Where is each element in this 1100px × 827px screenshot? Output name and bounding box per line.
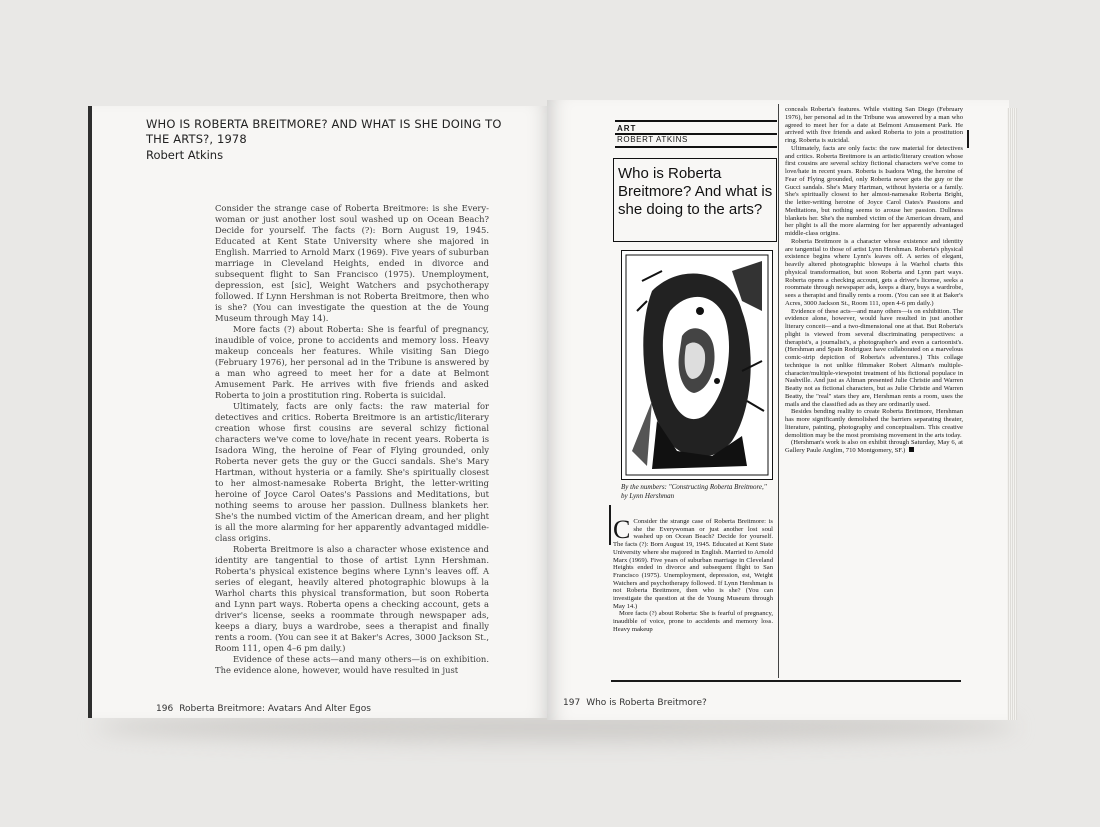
right-folio [563,698,707,708]
clipping-paragraph: More facts (?) about Roberta: She is fearful of pregnancy, inaudible of voice, prone to accidents and memory loss. Heavy makeup [613,610,773,633]
clipping-paragraph: Consider the strange case of Roberta Breitmore: is she the Everywoman or just another lost soul washed up on Ocean Beach? Decide for yourself. The facts (?): Born August 19, 1945. Educated at Kent State University where she majored in English. Married to Arnold Marx (1969). Five years of suburban marriage in Cleveland Heights ended in divorce and subsequent flight to San Francisco (1975). Unemployment, depression, est, Weight Watchers and psychotherapy followed. If Lynn Hershman is not Roberta Breitmore, then who is she? (You can investigate the question at the de Young Museum through May 14.) [613,518,773,610]
scan-edge-line [611,680,961,682]
essay-title: WHO IS ROBERTA BREITMORE? AND WHAT IS SHE DOING TO THE ARTS?, 1978 [146,117,502,146]
clipping-paragraph: Evidence of these acts—and many others—is on exhibition. The evidence alone, however, would have resulted in just another literary conceit—and a two-dimensional one at that. But Roberta's plight is viewed from several discriminating perspectives: a therapist's, a journalist's, a photographer's and even a cartoonist's. (Hershman and Spain Rodriguez have collaborated on a marvelous comic-strip depiction of Roberta's adventures.) This collage technique is not unlike filmmaker Robert Altman's multiple-character/multiple-viewpoint treatment of his fictional populace in Nashville. And just as Altman presented Julie Christie and Warren Beatty not as fictional characters, but as Julie Christie and Warren Beatty, the "real" stars they are, Hershman rents a room, uses the mails and the classified ads as they are ordinarily used. [785,307,963,408]
clipping-column-right [785,106,963,676]
scan-mark [967,130,969,148]
clipping-column-left [613,518,773,680]
essay-body [215,203,489,676]
artwork-photo [621,250,773,480]
essay-paragraph: More facts (?) about Roberta: She is fearful of pregnancy, inaudible of voice, prone to accidents and memory loss. Heavy makeup conceals her features. While visiting San Diego (February 1976), her personal ad in the Tribune is answered by a man who agreed to meet her for a date at Belmont Amusement Park. He arrives with five friends and asked Roberta to join a prostitution ring. Roberta is suicidal. [215,324,489,400]
open-book [88,100,1012,722]
left-page [88,106,551,718]
essay-author: Robert Atkins [146,148,224,162]
clipping-paragraph: Ultimately, facts are only facts: the raw material for detectives and critics. Roberta Breitmore is an artistic/literary creation whose first cousins are several schizy fictional characters we've come to love/hate in recent years. Roberta is Isadora Wing, the heroine of Fear of Flying grounded, only Roberta never gets the guy or the Gucci sandals. She's Mary Hartman, without hysteria or a family. She's spiritually closest to her almost-namesake Roberta Bright, the letter-writing heroine of Joyce Carol Oates's Passions and Meditations, but nothing seems to arouse her passion. Dullness blankets her. She's the numbed victim of the American dream, and her plight is all the more alarming for her apparently advantaged middle-class origins. [785,144,963,237]
page-number: 197 [563,698,581,708]
end-mark-icon [909,447,914,452]
clipping-paragraph-text: (Hershman's work is also on exhibit through Saturday, May 6, at Gallery Paule Anglim, 710 Montgomery, SF.) [785,439,963,454]
scan-mark [609,505,611,545]
newspaper-clipping [613,106,975,680]
running-title: Roberta Breitmore: Avatars And Alter Egos [179,704,371,714]
right-page [547,100,1009,720]
artwork-image [622,251,772,479]
rule [615,146,777,148]
byline: ROBERT ATKINS [617,135,688,144]
photo-caption: By the numbers: "Constructing Roberta Breitmore," by Lynn Hershman [621,483,767,500]
left-folio [156,704,371,714]
running-title: Who is Roberta Breitmore? [586,698,707,708]
page-number: 196 [156,704,174,714]
clipping-paragraph: conceals Roberta's features. While visiting San Diego (February 1976), her personal ad in the Tribune was answered by a man who agreed to meet her for a date at Belmont Amusement Park. He arrived with five friends and asked Roberta to join a prostitution ring. Roberta is suicidal. [785,106,963,144]
column-divider [778,104,779,678]
essay-paragraph: Ultimately, facts are only facts: the raw material for detectives and critics. Roberta Breitmore is an artistic/literary creation whose first cousins are several schizy fictional characters we've come to love/hate in recent years. Roberta is Isadora Wing, the heroine of Fear of Flying grounded, only Roberta never gets the guy or the Gucci sandals. She's Mary Hartman, without hysteria or a family. She's spiritually closest to her almost-namesake Roberta Bright, the letter-writing heroine of Joyce Carol Oates's Passions and Meditations, but nothing seems to arouse her passion. Dullness blankets her. She's the numbed victim of the American dream, and her plight is all the more alarming for her apparently advantaged middle-class origins. [215,401,489,543]
rule [615,120,777,122]
drop-cap: C [613,518,631,544]
clipping-paragraph [785,439,963,455]
essay-paragraph: Evidence of these acts—and many others—is on exhibition. The evidence alone, however, would have resulted in just [215,654,489,675]
headline: Who is Roberta Breitmore? And what is she doing to the arts? [618,165,773,218]
essay-paragraph: Roberta Breitmore is also a character whose existence and identity are tangential to those of artist Lynn Hershman. Roberta's physical existence begins where Lynn's leaves off. A series of elegant, heavily altered photographic blowups à la Warhol charts this physical transformation, but soon Roberta and Lynn part ways. Roberta opens a checking account, gets a driver's license, seeks a roommate through newspaper ads, keeps a diary, buys a wardrobe, sees a therapist and finally rents a room. (You can see it at Baker's Acres, 3000 Jackson St., Room 111, open 4–6 pm daily.) [215,544,489,653]
headline-box [613,158,777,242]
clipping-paragraph: Besides bending reality to create Roberta Breitmore, Hershman has more significantly demolished the barriers separating theater, literature, painting, photography and conceptualism. This creative demolition may be the most promising movement in the arts today. [785,408,963,439]
page-edges [1007,108,1017,720]
clipping-paragraph: Roberta Breitmore is a character whose existence and identity are tangential to those of artist Lynn Hershman. Roberta's physical existence begins where Lynn's leaves off. A series of elegant, heavily altered photographic blowups à la Warhol charts this physical transformation, but soon Roberta and Lynn part ways. Roberta opens a checking account, gets a driver's license, seeks a roommate through newspaper ads, keeps a diary, buys a wardrobe, sees a therapist and finally rents a room. (You can see it at Baker's Acres, 3000 Jackson St., Room 111, open 4-6 pm daily.) [785,237,963,307]
section-label: ART [617,124,637,133]
essay-paragraph: Consider the strange case of Roberta Breitmore: is she Every-woman or just another lost soul washed up on Ocean Beach? Decide for yourself. The facts (?): Born August 19, 1945. Educated at Kent State University where she majored in English. Married to Arnold Marx (1969). Five years of suburban marriage in Cleveland Heights, ended in divorce and subsequent flight to San Francisco (1975). Unemployment, depression, est [sic], Weight Watchers and psychotherapy followed. If Lynn Hershman is not Roberta Breitmore, then who is she? (You can investigate the question at the de Young Museum through May 14). [215,203,489,323]
